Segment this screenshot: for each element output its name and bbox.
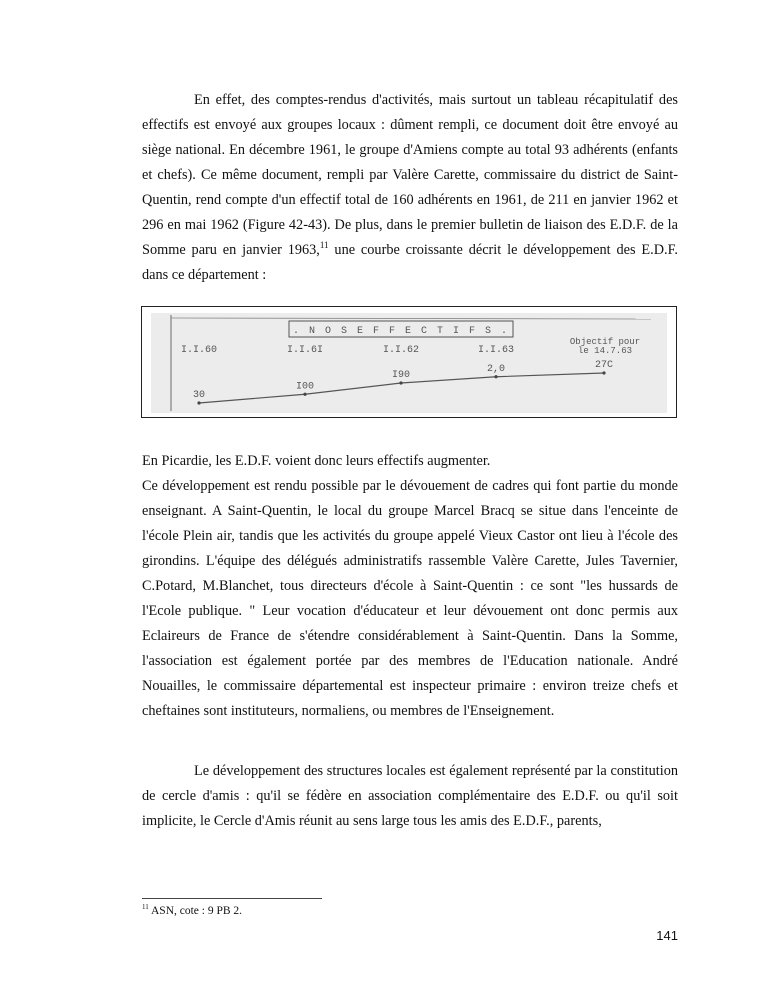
data-point (399, 381, 402, 384)
data-label: 30 (192, 390, 206, 401)
paragraph-cercle-amis: Le développement des structures locales est également représenté par la constitution de cercle d'amis : qu'il se fédère en association complémentaire des E.D.F. ou qu'il soit implicite, le Cercle d'Amis réunit au sens large tous les amis des E.D.F., parents, (142, 763, 678, 829)
footnote-text: ASN, cote : 9 PB 2. (151, 905, 243, 917)
paragraph-effectifs (142, 88, 678, 288)
footnote-separator (142, 898, 322, 899)
footnote-number: 11 (142, 903, 149, 911)
paragraph-text-continued: une courbe croissante décrit le développement des E.D.F. dans ce département : (142, 242, 678, 283)
effectifs-chart (151, 313, 667, 413)
data-label: I00 (295, 381, 315, 393)
data-label: I90 (391, 370, 411, 381)
x-tick-label: I.I.6I (286, 345, 324, 356)
data-label: 2,0 (486, 363, 506, 375)
page-number: 141 (656, 928, 678, 943)
x-tick-label: I.I.60 (180, 345, 218, 356)
footnote (142, 904, 242, 918)
data-point (303, 393, 306, 396)
x-tick-label: I.I.62 (382, 345, 420, 356)
paragraph-cadres: Ce développement est rendu possible par le dévouement de cadres qui font partie du monde enseignant. A Saint-Quentin, le local du groupe Marcel Bracq se situe dans l'enceinte de l'école Plein air, tandis que les activités du groupe appelé Vieux Castor ont lieu à l'école des girondins. L'équipe des délégués administratifs rassemble Valère Carette, Jules Tavernier, C.Potard, M.Blanchet, tous directeurs d'école à Saint-Quentin : ce sont "les hussards de l'Ecole publique. " Leur vocation d'éducateur et leur dévouement ont donc permis aux Eclaireurs de France de s'étendre considérablement à Saint-Quentin. Dans la Somme, l'association est également portée par des membres de l'Education nationale. André Nouailles, le commissaire départemental est inspecteur primaire : environ treize chefs et cheftaines sont instituteurs, normaliens, ou membres de l'Enseignement. (142, 478, 678, 719)
objective-label-line1: Objectif pour (569, 337, 641, 347)
chart-title: . N O S E F F E C T I F S . (292, 326, 510, 337)
data-point (197, 401, 200, 404)
paragraph-picardie: En Picardie, les E.D.F. voient donc leurs effectifs augmenter. (142, 453, 491, 469)
footnote-reference[interactable]: 11 (319, 240, 329, 250)
data-point (602, 371, 605, 374)
data-label: 27C (594, 360, 614, 371)
data-point (494, 375, 497, 378)
figure-frame (141, 306, 677, 418)
effectifs-chart-photo (151, 313, 667, 413)
paragraph-text: En effet, des comptes-rendus d'activités, mais surtout un tableau récapitulatif des effectifs est envoyé aux groupes locaux : dûment rempli, ce document doit être envoyé au siège national. En décembre 1961, le groupe d'Amiens compte au total 93 adhérents (enfants et chefs). Ce même document, rempli par Valère Carette, commissaire du district de Saint-Quentin, rend compte d'un effectif total de 160 adhérents en 1961, de 211 en janvier 1962 et 296 en mai 1962 (Figure 42-43). De plus, dans le premier bulletin de liaison des E.D.F. de la Somme paru en janvier 1963, (142, 92, 678, 258)
x-tick-label: I.I.63 (477, 345, 515, 356)
objective-label-line2: le 14.7.63 (577, 346, 633, 356)
